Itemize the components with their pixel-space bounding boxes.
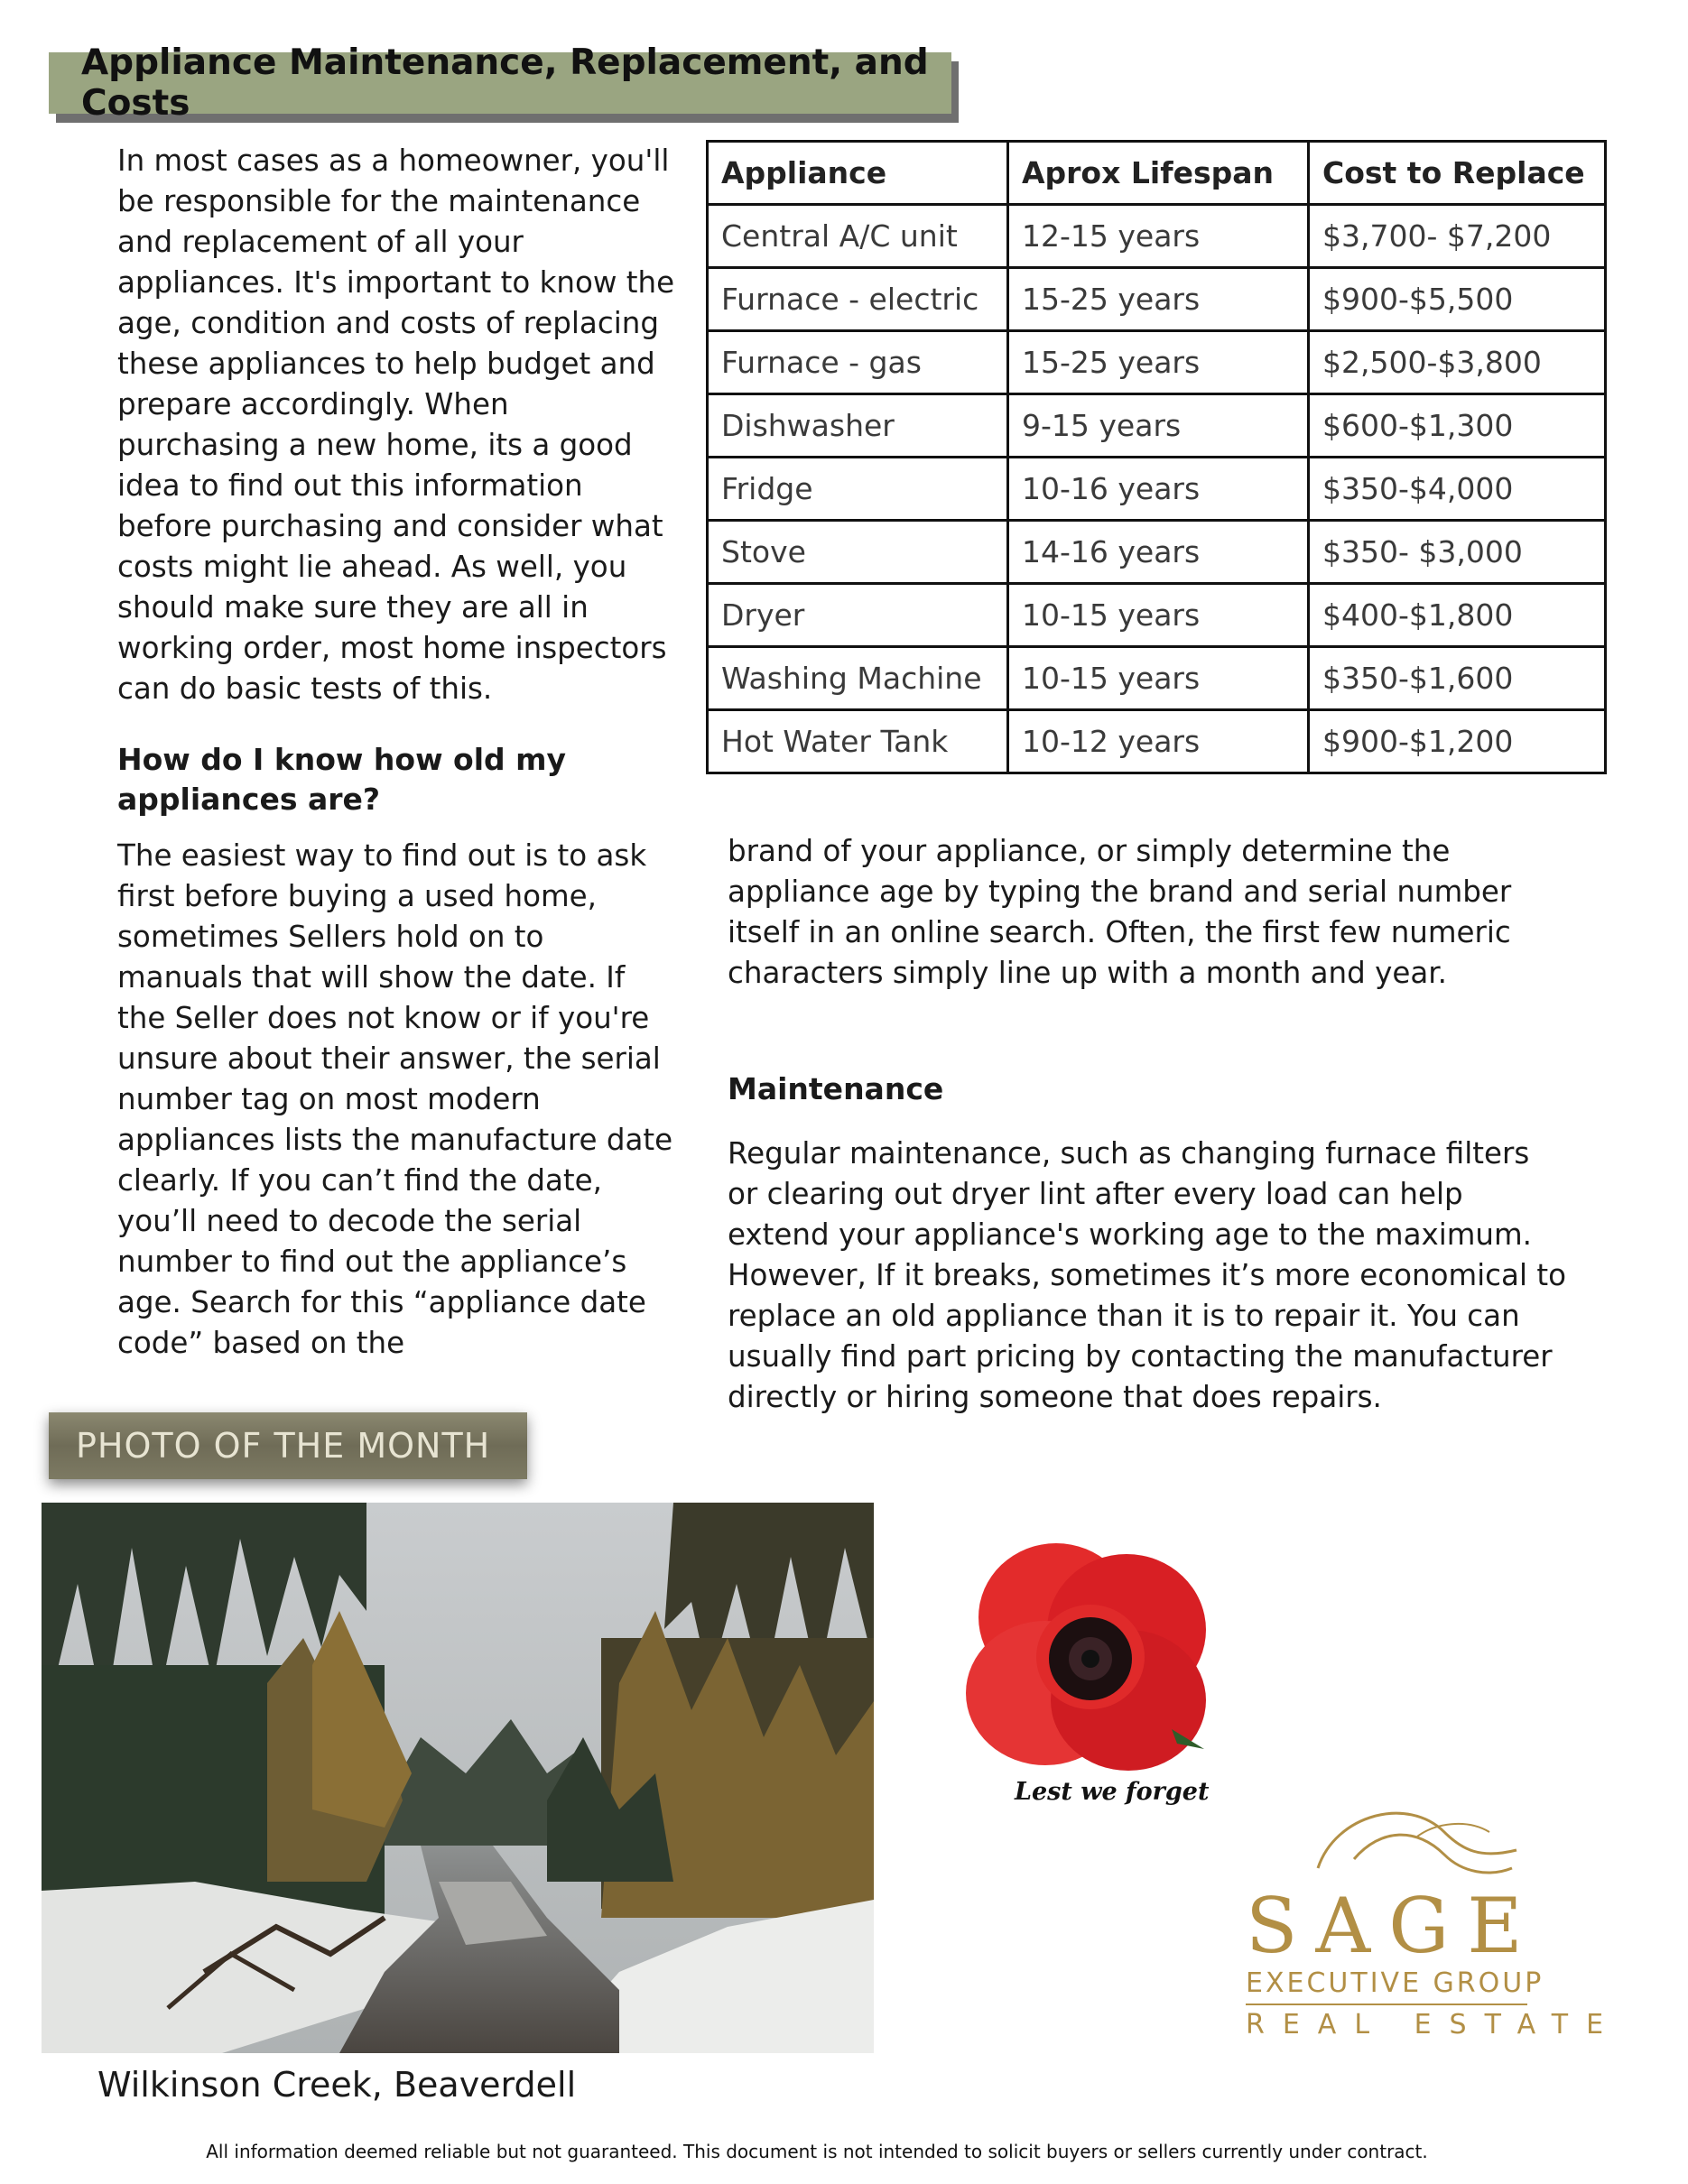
logo-divider bbox=[1246, 2004, 1527, 2005]
table-cell-lifespan: 10-16 years bbox=[1008, 458, 1309, 521]
table-cell-lifespan: 15-25 years bbox=[1008, 268, 1309, 331]
table-row bbox=[708, 521, 1606, 584]
table-cell-cost: $900-$1,200 bbox=[1309, 710, 1606, 773]
photo-caption: Wilkinson Creek, Beaverdell bbox=[97, 2065, 577, 2105]
table-row bbox=[708, 710, 1606, 773]
table-row bbox=[708, 331, 1606, 394]
intro-paragraph: In most cases as a homeowner, you'll be responsible for the maintenance and replacement of all your appliances. It's important to know the age, condition and costs of replacing these appliances to help budget and prepare accordingly. When purchasing a new home, its a good idea to find out this information before purchasing and consider what costs might lie ahead. As well, you should make sure they are all in working order, most home inspectors can do basic tests of this. bbox=[117, 143, 675, 706]
table-cell-lifespan: 12-15 years bbox=[1008, 205, 1309, 268]
table-header-cell: Aprox Lifespan bbox=[1008, 142, 1309, 205]
sage-leaf-logo-icon bbox=[1309, 1796, 1526, 1895]
age-section-heading: How do I know how old my appliances are? bbox=[117, 742, 567, 817]
table-cell-cost: $400-$1,800 bbox=[1309, 584, 1606, 647]
page-title: Appliance Maintenance, Replacement, and Costs bbox=[81, 42, 929, 124]
table-cell-lifespan: 10-15 years bbox=[1008, 647, 1309, 710]
table-row bbox=[708, 394, 1606, 458]
table-cell-appliance: Furnace - gas bbox=[708, 331, 1008, 394]
table-row bbox=[708, 584, 1606, 647]
table-cell-appliance: Stove bbox=[708, 521, 1008, 584]
table-cell-cost: $2,500-$3,800 bbox=[1309, 331, 1606, 394]
age-section-body-left: The easiest way to find out is to ask first before buying a used home, sometimes Sellers hold on to manuals that will show the date. If the Seller does not know or if you're unsure about their answer, the serial number tag on most modern appliances lists the manufacture date clearly. If you can’t find the date, you’ll need to decode the serial number to find out the appliance’s age. Search for this “appliance date code” based on the bbox=[117, 838, 673, 1360]
table-cell-lifespan: 10-15 years bbox=[1008, 584, 1309, 647]
table-row bbox=[708, 647, 1606, 710]
table-row bbox=[708, 268, 1606, 331]
logo-tagline: REAL ESTATE bbox=[1246, 2009, 1622, 2041]
logo-name: SAGE bbox=[1246, 1882, 1541, 1970]
logo-subtitle: EXECUTIVE GROUP bbox=[1246, 1967, 1544, 1999]
table-cell-appliance: Dryer bbox=[708, 584, 1008, 647]
poppy-caption: Lest we forget bbox=[1015, 1778, 1210, 1806]
table-cell-lifespan: 15-25 years bbox=[1008, 331, 1309, 394]
poppy-image bbox=[955, 1523, 1226, 1785]
footer-disclaimer: All information deemed reliable but not guaranteed. This document is not intended to solicit buyers or sellers currently under contract. bbox=[206, 2141, 1428, 2162]
table-cell-appliance: Dishwasher bbox=[708, 394, 1008, 458]
table-cell-cost: $350- $3,000 bbox=[1309, 521, 1606, 584]
page-header bbox=[49, 42, 951, 124]
table-header-row bbox=[708, 142, 1606, 205]
photo-of-month-label: PHOTO OF THE MONTH bbox=[76, 1426, 491, 1466]
table-cell-appliance: Fridge bbox=[708, 458, 1008, 521]
table-cell-appliance: Central A/C unit bbox=[708, 205, 1008, 268]
maintenance-body: Regular maintenance, such as changing furnace filters or clearing out dryer lint after every load can help extend your appliance's working age to the maximum. However, If it breaks, sometimes it’s more economical to replace an old appliance than it is to repair it. You can usually find part pricing by contacting the manufacturer directly or hiring someone that does repairs. bbox=[728, 1136, 1566, 1414]
photo-of-month-banner bbox=[49, 1412, 527, 1479]
table-cell-lifespan: 10-12 years bbox=[1008, 710, 1309, 773]
table-header-cell: Cost to Replace bbox=[1309, 142, 1606, 205]
table-cell-appliance: Hot Water Tank bbox=[708, 710, 1008, 773]
table-row bbox=[708, 205, 1606, 268]
table-cell-cost: $900-$5,500 bbox=[1309, 268, 1606, 331]
table-cell-cost: $600-$1,300 bbox=[1309, 394, 1606, 458]
table-cell-appliance: Washing Machine bbox=[708, 647, 1008, 710]
table-header-cell: Appliance bbox=[708, 142, 1008, 205]
maintenance-heading: Maintenance bbox=[728, 1071, 944, 1106]
appliance-table bbox=[706, 140, 1607, 774]
table-cell-lifespan: 14-16 years bbox=[1008, 521, 1309, 584]
table-cell-cost: $350-$4,000 bbox=[1309, 458, 1606, 521]
table-cell-cost: $3,700- $7,200 bbox=[1309, 205, 1606, 268]
table-cell-lifespan: 9-15 years bbox=[1008, 394, 1309, 458]
table-row bbox=[708, 458, 1606, 521]
table-cell-cost: $350-$1,600 bbox=[1309, 647, 1606, 710]
age-section-body-right: brand of your appliance, or simply determine the appliance age by typing the brand and serial number itself in an online search. Often, the first few numeric characters simply line up with a month and year. bbox=[728, 834, 1512, 990]
table-cell-appliance: Furnace - electric bbox=[708, 268, 1008, 331]
creek-photo bbox=[42, 1503, 874, 2053]
